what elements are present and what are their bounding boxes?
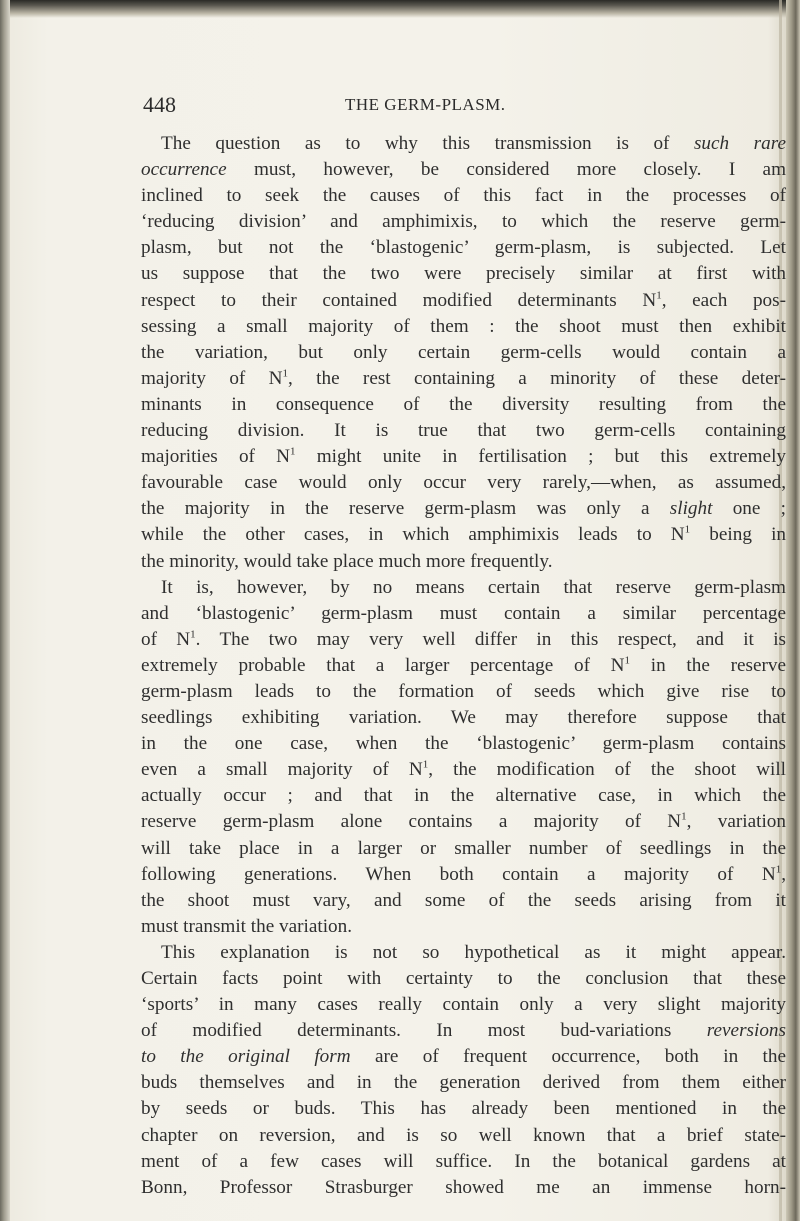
text-line: the variation, but only certain germ-cells would contain a	[141, 341, 786, 363]
text-line: us suppose that the two were precisely similar at first with	[141, 263, 786, 285]
text-line: plasm, but not the ‘blastogenic’ germ-plasm, is subjected. Let	[141, 237, 786, 259]
text-line: ment of a few cases will suffice. In the botanical gardens at	[141, 1150, 786, 1172]
text-line: This explanation is not so hypothetical as it might appear.	[161, 941, 786, 963]
body-text	[141, 131, 786, 1201]
text-line: the majority in the reserve germ-plasm was only a slight one ;	[141, 498, 786, 520]
text-line: ‘reducing division’ and amphimixis, to which the reserve germ-	[141, 211, 786, 233]
text-line: the minority, would take place much more frequently.	[141, 550, 553, 572]
text-line: while the other cases, in which amphimixis leads to $N^1$ being in	[141, 524, 786, 546]
text-line: Certain facts point with certainty to the conclusion that these	[141, 968, 786, 989]
text-line: germ-plasm leads to the formation of seeds which give rise to	[141, 680, 786, 702]
text-line: actually occur ; and that in the alternative case, in which the	[141, 785, 786, 807]
text-line: the shoot must vary, and some of the seeds arising from it	[141, 889, 786, 911]
running-title: THE GERM-PLASM.	[345, 95, 506, 114]
text-line: inclined to seek the causes of this fact in the processes of	[141, 185, 786, 207]
text-line: by seeds or buds. This has already been mentioned in the	[141, 1098, 786, 1120]
text-line: reducing division. It is true that two germ-cells containing	[141, 420, 786, 442]
page-header	[143, 92, 783, 122]
text-line: ‘sports’ in many cases really contain only a very slight majority	[141, 994, 786, 1016]
text-line: minants in consequence of the diversity resulting from the	[141, 393, 786, 415]
text-line: in the one case, when the ‘blastogenic’ germ-plasm contains	[141, 733, 786, 755]
page-top-shadow	[0, 0, 800, 18]
page-right-edge	[786, 0, 800, 1221]
text-line: and ‘blastogenic’ germ-plasm must contain a similar percentage	[141, 602, 786, 624]
text-line: will take place in a larger or smaller number of seedlings in the	[141, 837, 786, 859]
text-line: following generations. When both contain a majority of $N^1$,	[141, 863, 786, 885]
text-line: buds themselves and in the generation derived from them either	[141, 1072, 786, 1094]
text-line: majorities of $N^1$ might unite in fertilisation ; but this extremely	[141, 445, 786, 468]
text-line: It is, however, by no means certain that reserve germ-plasm	[161, 576, 786, 598]
text-line: chapter on reversion, and is so well known that a brief state-	[141, 1124, 786, 1146]
text-line: The question as to why this transmission is of such rare	[161, 133, 786, 154]
text-line: occurrence must, however, be considered more closely. I am	[141, 159, 786, 181]
text-line: must transmit the variation.	[141, 915, 353, 937]
text-line: favourable case would only occur very rarely,—when, as assumed,	[141, 472, 786, 494]
text-line: even a small majority of $N^1$, the modification of the shoot will	[141, 758, 786, 781]
text-line: to the original form are of frequent occurrence, both in the	[141, 1046, 786, 1068]
text-line: sessing a small majority of them : the shoot must then exhibit	[141, 315, 786, 337]
text-line: reserve germ-plasm alone contains a majority of $N^1$, variation	[141, 811, 786, 833]
text-line: seedlings exhibiting variation. We may therefore suppose that	[141, 707, 786, 729]
text-line: of modified determinants. In most bud-variations reversions	[141, 1020, 786, 1042]
text-line: Bonn, Professor Strasburger showed me an immense horn-	[141, 1176, 786, 1198]
page-number: 448	[143, 92, 176, 117]
page-left-edge	[0, 0, 10, 1221]
text-line: of $N^1$. The two may very well differ in this respect, and it is	[141, 628, 786, 650]
text-line: extremely probable that a larger percentage of $N^1$ in the reserve	[141, 654, 786, 676]
text-line: respect to their contained modified determinants $N^1$, each pos-	[141, 289, 786, 311]
text-line: majority of $N^1$, the rest containing a minority of these deter-	[141, 367, 786, 389]
